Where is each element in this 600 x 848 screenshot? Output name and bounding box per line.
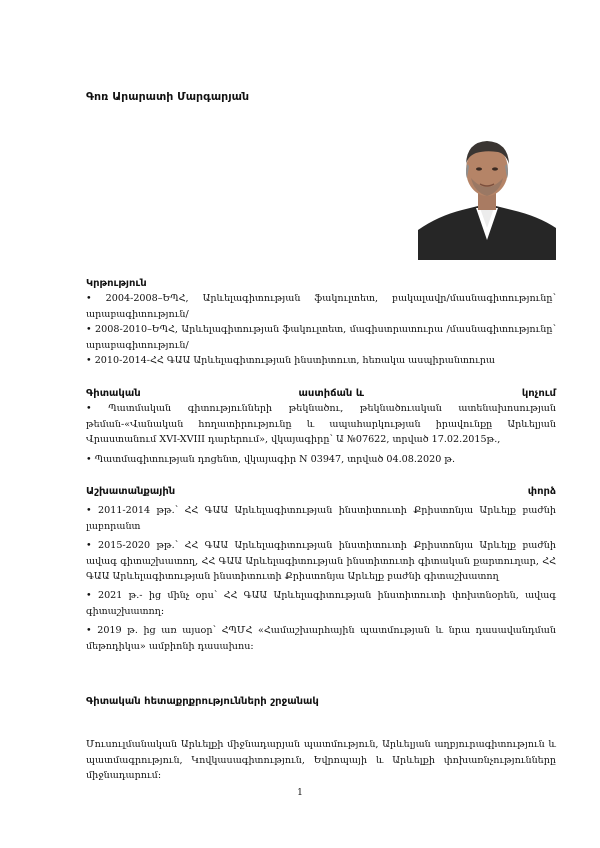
work-item: • 2011-2014 թթ.՝ ՀՀ ԳԱԱ Արևելագիտության ինստիտուտի Քրիստոնյա Արևելք բաժնի լաբորանտ [86, 505, 556, 532]
education-item: • 2010-2014-ՀՀ ԳԱԱ Արևելագիտության ինստիտուտ, հեռակա ասպիրանտուրա [86, 355, 496, 367]
degree-section [86, 386, 556, 467]
work-item: • 2019 թ. ից առ այսօր՝ ՀՊՄՀ «Համաշխարհային պատմության և նրա դասավանդման մեթոդիկա» ամբիոնի դասախոս: [86, 625, 556, 652]
education-item: • 2008-2010–ԵՊՀ, Արևելագիտության ֆակուլտետ, մագիստրատուրա /մասնագիտությունը՝ արաբագիտություն/ [86, 324, 556, 351]
education-section [86, 276, 556, 368]
work-item: • 2015-2020 թթ.՝ ՀՀ ԳԱԱ Արևելագիտության ինստիտուտի Քրիստոնյա Արևելք բաժնի ավագ գիտաշխատող, ՀՀ ԳԱԱ Արևելագիտության ինստիտուտի գիտական քարտուղար, ՀՀ ԳԱԱ Արևելագիտության ինստիտուտի Քրիստոնյա Արևելք բաժնի գիտաշխատող [86, 540, 556, 583]
degree-item: • Պատմագիտության դոցենտ, վկայագիր N 03947, տրված 04.08.2020 թ. [86, 453, 456, 465]
degree-heading [86, 386, 556, 401]
degree-item: • Պատմական գիտությունների թեկնածու, թեկնածուական ատենախոսության թեման-«Վանական հողատիրությունը և ապահարկության իրավունքը Արևելյան Վրաստանում XVI-XVIII դարերում», վկայագիրը՝ Ա №07622, տրված 17.02.2015թ., [86, 403, 556, 446]
work-heading [86, 484, 556, 499]
degree-heading-word: Գիտական [86, 388, 141, 399]
work-heading-word: Աշխատանքային [86, 486, 176, 497]
portrait-image [418, 130, 556, 260]
degree-heading-word: աստիճան և [298, 388, 364, 399]
person-name: Գոռ Արարատի Մարգարյան [86, 90, 250, 103]
portrait-photo [418, 130, 556, 260]
degree-heading-word: կոչում [521, 388, 556, 399]
interests-section [86, 694, 556, 784]
education-heading: Կրթություն [86, 278, 147, 289]
work-heading-word: փորձ [527, 486, 556, 497]
interests-text: Մուսուլմանական Արևելքի միջնադարյան պատմություն, Արևելյան աղբյուրագիտություն և պատմագրություն, Կովկասագիտություն, Եվրոպայի և Արևելքի փոխառնչությունները միջնադարում: [86, 739, 556, 782]
work-item: • 2021 թ.- ից մինչ օրս՝ ՀՀ ԳԱԱ Արևելագիտության ինստիտուտի փոխտնօրեն, ավագ գիտաշխատող։ [86, 590, 556, 617]
page-number: 1 [297, 788, 303, 798]
interests-heading: Գիտական հետաքրքրությունների շրջանակ [86, 696, 319, 707]
education-item: • 2004-2008–ԵՊՀ, Արևելագիտության ֆակուլտետ, բակալավր/մասնագիտությունը՝ արաբագիտություն/ [86, 293, 556, 320]
work-section [86, 484, 556, 654]
